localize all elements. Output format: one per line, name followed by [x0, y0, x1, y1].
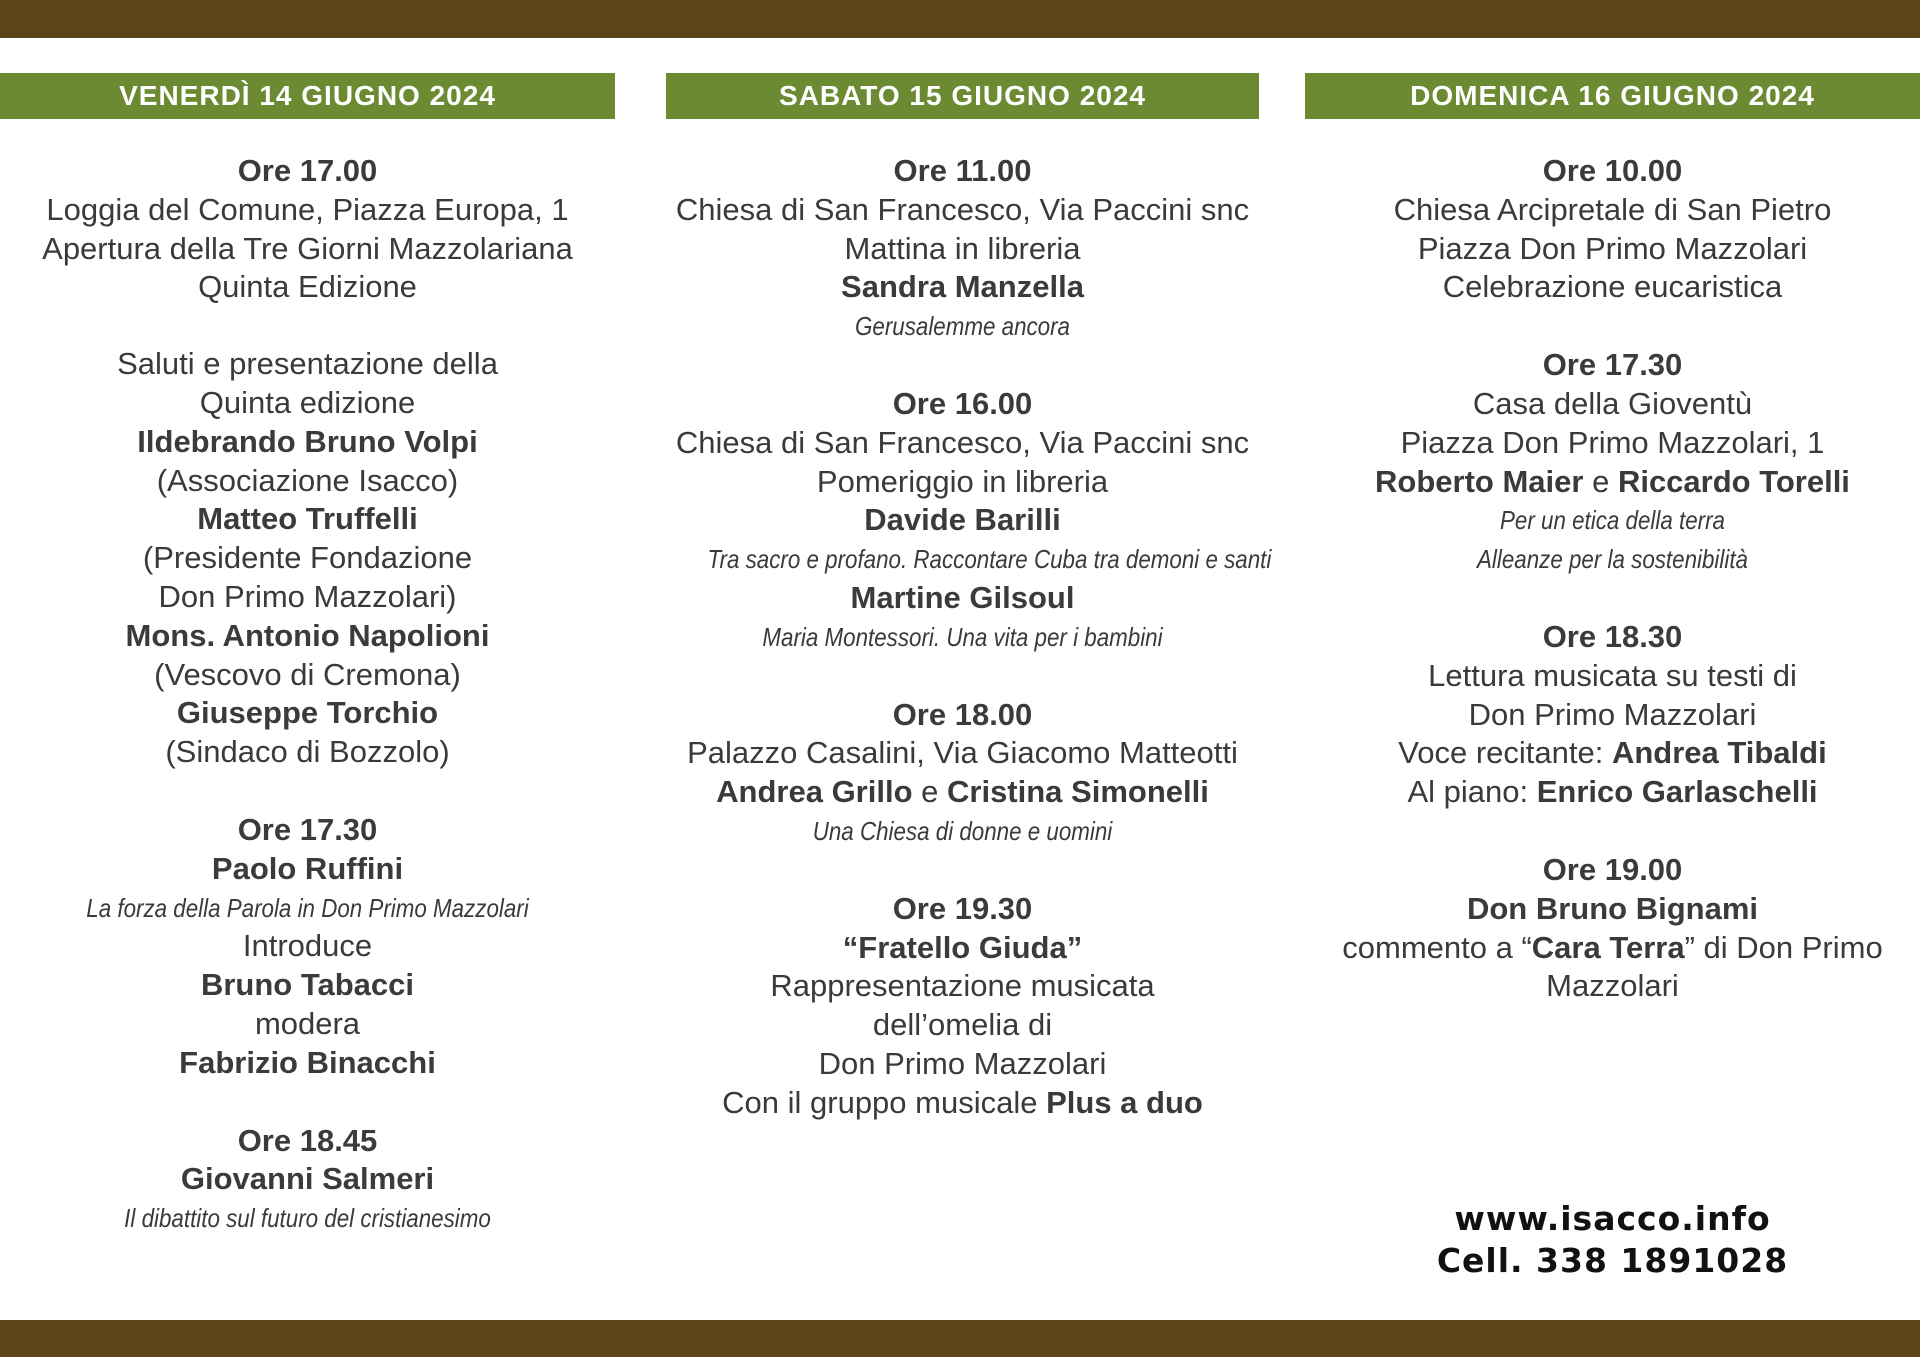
event-time: Ore 11.00 — [893, 153, 1032, 188]
event-line: Chiesa Arcipretale di San Pietro — [1393, 191, 1832, 227]
text-fragment: e — [1583, 463, 1618, 499]
day-header: SABATO 15 GIUGNO 2024 — [666, 73, 1259, 119]
event-line: Don Primo Mazzolari) — [158, 578, 457, 614]
event-line — [1305, 929, 1920, 968]
speaker-name: Riccardo Torelli — [1617, 463, 1850, 499]
event-time: Ore 18.45 — [237, 1122, 378, 1158]
talk-title: La forza della Parola in Don Primo Mazzolari — [86, 892, 529, 923]
speaker-name: Andrea Tibaldi — [1611, 735, 1827, 771]
event-line: (Vescovo di Cremona) — [154, 656, 461, 692]
talk-title: Alleanze per la sostenibilità — [1477, 544, 1748, 575]
event-line: modera — [254, 1005, 361, 1041]
event-time: Ore 17.00 — [237, 153, 378, 188]
day-column-saturday — [666, 73, 1272, 1162]
day-column-friday — [0, 73, 615, 1277]
text-fragment: Al piano: — [1407, 774, 1537, 810]
speaker-name: Ildebrando Bruno Volpi — [137, 423, 478, 459]
day-column-sunday — [1305, 73, 1920, 1045]
talk-title: Maria Montessori. Una vita per i bambini — [762, 621, 1163, 652]
event-line: Lettura musicata su testi di — [1428, 657, 1797, 693]
event-line: Casa della Gioventù — [1472, 385, 1753, 421]
talk-title: Gerusalemme ancora — [855, 311, 1070, 342]
speaker-name: Don Bruno Bignami — [1466, 890, 1759, 926]
event-line: Chiesa di San Francesco, Via Paccini snc — [675, 191, 1250, 227]
event-line: Mattina in libreria — [844, 230, 1081, 266]
event-line: (Presidente Fondazione — [142, 540, 473, 576]
event-line: Saluti e presentazione della — [117, 346, 498, 382]
text-fragment: Voce recitante: — [1398, 735, 1612, 771]
event-line: dell’omelia di — [872, 1007, 1053, 1043]
talk-title: Per un etica della terra — [1500, 505, 1725, 536]
talk-title: Il dibattito sul futuro del cristianesimo — [124, 1203, 491, 1234]
event-line: (Sindaco di Bozzolo) — [165, 734, 450, 770]
speaker-name: Mons. Antonio Napolioni — [125, 617, 490, 653]
phone-number: Cell. 338 1891028 — [1436, 1241, 1789, 1280]
event-block — [0, 1122, 615, 1238]
event-block — [666, 385, 1272, 657]
events-list — [0, 152, 615, 1238]
contact-info — [1305, 1198, 1920, 1282]
event-block — [666, 696, 1259, 851]
event-line: (Associazione Isacco) — [156, 462, 459, 498]
text-fragment: e — [912, 774, 947, 810]
event-line: Rappresentazione musicata — [770, 968, 1155, 1004]
event-time: Ore 18.00 — [892, 696, 1033, 732]
event-line: Mazzolari — [1546, 968, 1679, 1004]
event-block — [1305, 152, 1920, 307]
speaker-name: Giuseppe Torchio — [176, 695, 439, 731]
speaker-name: “Fratello Giuda” — [842, 929, 1083, 965]
speaker-name: Davide Barilli — [864, 502, 1061, 538]
events-list — [666, 152, 1272, 1123]
event-time: Ore 10.00 — [1542, 153, 1683, 188]
speaker-name: Cara Terra — [1531, 929, 1685, 965]
text-fragment: ” di Don Primo — [1684, 929, 1883, 965]
text-fragment: commento a “ — [1342, 929, 1532, 965]
speaker-name: Enrico Garlaschelli — [1536, 774, 1818, 810]
event-line: Palazzo Casalini, Via Giacomo Matteotti — [687, 735, 1238, 771]
event-line — [1305, 734, 1920, 773]
event-line — [666, 1084, 1259, 1123]
event-block — [1305, 618, 1920, 812]
speaker-name: Martine Gilsoul — [850, 579, 1075, 615]
event-line: Quinta edizione — [199, 384, 416, 420]
talk-title: Una Chiesa di donne e uomini — [812, 815, 1113, 846]
event-time: Ore 17.30 — [237, 811, 378, 847]
event-line: Piazza Don Primo Mazzolari, 1 — [1400, 424, 1825, 460]
event-line: Don Primo Mazzolari — [818, 1045, 1107, 1081]
event-time: Ore 19.00 — [1542, 851, 1683, 887]
text-fragment: Con il gruppo musicale — [722, 1084, 1047, 1120]
speaker-name: Cristina Simonelli — [947, 774, 1209, 810]
top-border-bar — [0, 0, 1920, 38]
speaker-name: Matteo Truffelli — [197, 501, 418, 537]
event-block — [666, 890, 1259, 1123]
event-line: Piazza Don Primo Mazzolari — [1417, 230, 1808, 266]
event-line: Celebrazione eucaristica — [1442, 269, 1783, 305]
event-line: Loggia del Comune, Piazza Europa, 1 — [46, 191, 569, 227]
event-line: Apertura della Tre Giorni Mazzolariana — [42, 230, 573, 266]
event-block — [666, 152, 1259, 346]
event-line — [666, 773, 1259, 812]
event-line — [1305, 773, 1920, 812]
event-line: Chiesa di San Francesco, Via Paccini snc — [675, 424, 1250, 460]
website-link[interactable]: www.isacco.info — [1454, 1199, 1771, 1238]
event-line — [1305, 463, 1920, 502]
speaker-name: Sandra Manzella — [841, 269, 1084, 305]
speaker-name: Roberto Maier — [1375, 463, 1584, 499]
day-header: DOMENICA 16 GIUGNO 2024 — [1305, 73, 1920, 119]
speaker-name: Bruno Tabacci — [200, 967, 415, 1003]
event-time: Ore 16.00 — [892, 385, 1033, 421]
event-line: Quinta Edizione — [198, 269, 417, 305]
speaker-name: Paolo Ruffini — [211, 850, 404, 886]
event-line: Introduce — [242, 928, 373, 964]
events-list — [1305, 152, 1920, 1006]
event-block — [0, 152, 615, 772]
event-block — [1305, 851, 1920, 1006]
event-block — [1305, 346, 1920, 579]
event-time: Ore 18.30 — [1542, 618, 1683, 654]
day-header: VENERDÌ 14 GIUGNO 2024 — [0, 73, 615, 119]
spacer — [0, 307, 615, 345]
speaker-name: Andrea Grillo — [716, 774, 913, 810]
talk-title: Tra sacro e profano. Raccontare Cuba tra demoni e santi — [707, 544, 1272, 575]
event-time: Ore 17.30 — [1542, 347, 1683, 383]
speaker-name: Plus a duo — [1046, 1084, 1203, 1120]
speaker-name: Giovanni Salmeri — [180, 1161, 435, 1197]
bottom-border-bar — [0, 1320, 1920, 1357]
event-line: Pomeriggio in libreria — [816, 463, 1109, 499]
event-time: Ore 19.30 — [892, 890, 1033, 926]
event-line: Don Primo Mazzolari — [1468, 696, 1757, 732]
speaker-name: Fabrizio Binacchi — [179, 1044, 436, 1080]
event-block — [0, 811, 615, 1083]
